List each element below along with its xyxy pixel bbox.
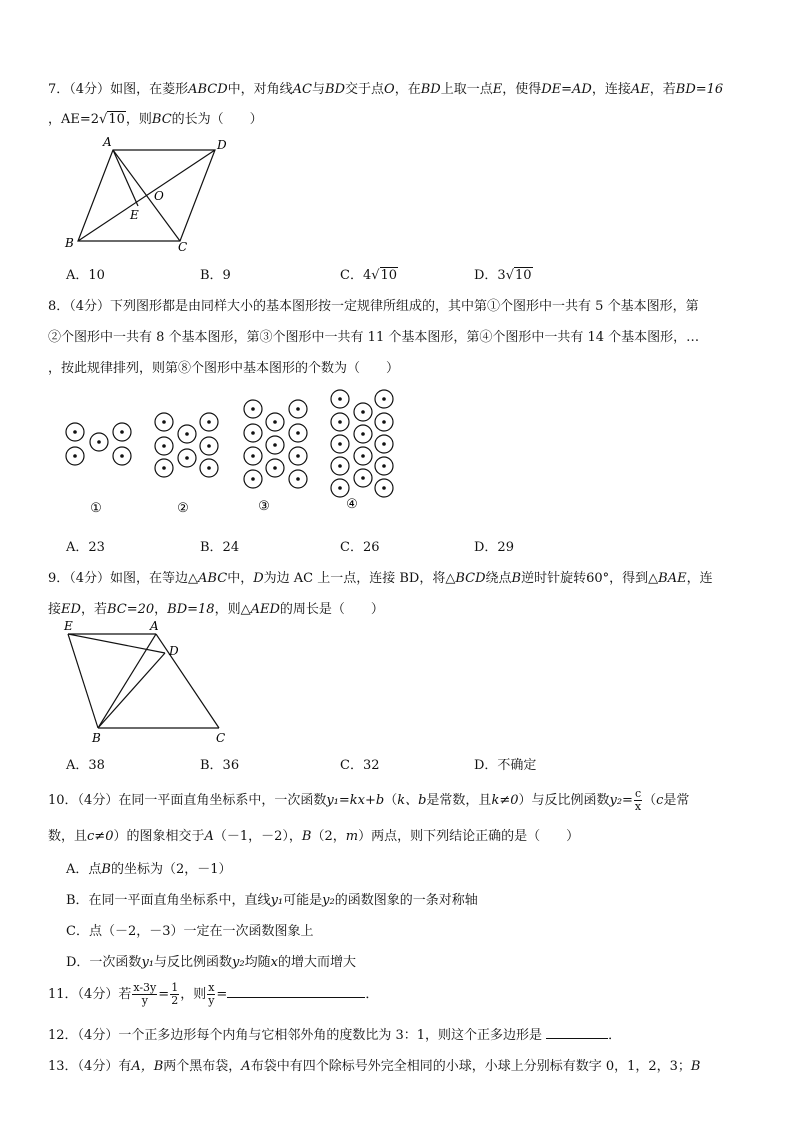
label-A: A: [103, 135, 112, 149]
basic-shape-circle: [244, 447, 262, 465]
basic-shape-circle: [113, 423, 131, 441]
q9-line1: 9．（4分）如图，在等边△ABC中，D为边 AC 上一点，连接 BD，将△BCD绕点B逆时针旋转60°，得到△BAE，连: [48, 571, 713, 586]
figure-label-2: ②: [177, 501, 189, 516]
q9-option-c[interactable]: C．32: [340, 758, 380, 773]
basic-shape-circle: [155, 459, 173, 477]
basic-shape-circle: [200, 459, 218, 477]
q12-line: 12．（4分）一个正多边形每个内角与它相邻外角的度数比为 3：1，则这个正多边形是 ．: [48, 1028, 622, 1043]
q7-line1: 7．（4分）如图，在菱形ABCD中，对角线AC与BD交于点O，在BD上取一点E，使得DE=AD，连接AE，若BD=16: [48, 82, 724, 97]
figure-label-4: ④: [346, 497, 358, 512]
basic-shape-circle: [244, 424, 262, 442]
basic-shape-circle: [331, 435, 349, 453]
figure-label-1: ①: [90, 501, 102, 516]
q7-option-b[interactable]: B．9: [200, 268, 231, 283]
basic-shape-circle: [244, 400, 262, 418]
basic-shape-circle: [266, 459, 284, 477]
basic-shape-circle: [289, 400, 307, 418]
basic-shape-circle: [375, 413, 393, 431]
q10-option-c[interactable]: C．点（－2，－3）一定在一次函数图象上: [66, 924, 314, 939]
basic-shape-circle: [266, 413, 284, 431]
basic-shape-circle: [331, 457, 349, 475]
basic-shape-circle: [331, 390, 349, 408]
basic-shape-circle: [155, 437, 173, 455]
basic-shape-circle: [66, 423, 84, 441]
basic-shape-circle: [354, 447, 372, 465]
basic-shape-circle: [244, 470, 262, 488]
q12-answer-blank[interactable]: [546, 1038, 608, 1039]
label-B: B: [92, 731, 101, 745]
q9-line2: 接ED，若BC=20，BD=18，则△AED的周长是（ ）: [48, 602, 384, 617]
q7-option-c[interactable]: C．4√10: [340, 268, 398, 283]
q9-option-d[interactable]: D．不确定: [474, 758, 537, 773]
label-C: C: [216, 731, 226, 745]
basic-shape-circle: [289, 447, 307, 465]
q8-option-a[interactable]: A．23: [66, 540, 105, 555]
label-B: B: [65, 236, 74, 250]
basic-shape-circle: [155, 413, 173, 431]
q10-line1: 10．（4分）在同一平面直角坐标系中，一次函数y₁=kx+b（k、b是常数，且k≠0）与反比例函数y₂= $\frac{c}{x}$ （c是常: [48, 787, 690, 813]
basic-shape-circle: [200, 413, 218, 431]
basic-shape-circle: [66, 447, 84, 465]
basic-shape-circle: [331, 413, 349, 431]
q10-option-a[interactable]: A．点B的坐标为（2，－1）: [66, 862, 232, 877]
q8-option-d[interactable]: D．29: [474, 540, 514, 555]
basic-shape-circle: [289, 424, 307, 442]
basic-shape-circle: [375, 457, 393, 475]
basic-shape-circle: [90, 433, 108, 451]
label-E: E: [130, 208, 139, 222]
label-C: C: [178, 240, 188, 254]
q8-line2: ②个图形中一共有 8 个基本图形，第③个图形中一共有 11 个基本图形，第④个图形中一共有 14 个基本图形，…: [48, 330, 700, 345]
basic-shape-circle: [375, 390, 393, 408]
sqrt-10: √10: [99, 112, 125, 127]
label-D: D: [169, 644, 179, 658]
label-D: D: [217, 138, 227, 152]
q9-option-b[interactable]: B．36: [200, 758, 240, 773]
basic-shape-circle: [375, 435, 393, 453]
figure-label-3: ③: [258, 499, 270, 514]
q7-option-d[interactable]: D．3√10: [474, 268, 532, 283]
basic-shape-circle: [289, 470, 307, 488]
q11-answer-blank[interactable]: [227, 997, 365, 998]
q11-line: 11．（4分）若 $\frac{x-3y}{y}$ = $\frac{1}{2}$ ，则 $\frac{x}{y}$ = ．: [48, 981, 379, 1007]
q9-triangle-figure: [58, 620, 238, 750]
q8-line1: 8．（4分）下列图形都是由同样大小的基本图形按一定规律所组成的，其中第①个图形中一共有 5 个基本图形，第: [48, 299, 699, 314]
q8-option-b[interactable]: B．24: [200, 540, 240, 555]
label-E: E: [64, 619, 73, 633]
basic-shape-circle: [200, 437, 218, 455]
basic-shape-circle: [375, 479, 393, 497]
q10-option-b[interactable]: B．在同一平面直角坐标系中，直线y₁可能是y₂的函数图象的一条对称轴: [66, 893, 478, 908]
basic-shape-circle: [178, 449, 196, 467]
basic-shape-circle: [178, 425, 196, 443]
q8-pattern-figure: [0, 380, 794, 520]
basic-shape-circle: [113, 447, 131, 465]
q10-option-d[interactable]: D．一次函数y₁与反比例函数y₂均随x的增大而增大: [66, 955, 356, 970]
basic-shape-circle: [266, 436, 284, 454]
q8-line3: ，按此规律排列，则第⑧个图形中基本图形的个数为（ ）: [48, 361, 400, 376]
q7-rhombus-figure: [60, 135, 240, 255]
label-A: A: [150, 619, 159, 633]
basic-shape-circle: [354, 469, 372, 487]
basic-shape-circle: [354, 425, 372, 443]
label-O: O: [154, 189, 164, 203]
q7-option-a[interactable]: A．10: [66, 268, 105, 283]
q8-option-c[interactable]: C．26: [340, 540, 380, 555]
q13-line: 13．（4分）有A，B两个黑布袋，A布袋中有四个除标号外完全相同的小球，小球上分别标有数字 0，1，2，3；B: [48, 1059, 701, 1074]
q9-option-a[interactable]: A．38: [66, 758, 105, 773]
q10-line2: 数，且c≠0）的图象相交于A（－1，－2），B（2，m）两点，则下列结论正确的是（ ）: [48, 829, 580, 844]
basic-shape-circle: [331, 479, 349, 497]
q7-line2: ，AE=2√10，则BC的长为（ ）: [48, 112, 263, 127]
basic-shape-circle: [354, 403, 372, 421]
